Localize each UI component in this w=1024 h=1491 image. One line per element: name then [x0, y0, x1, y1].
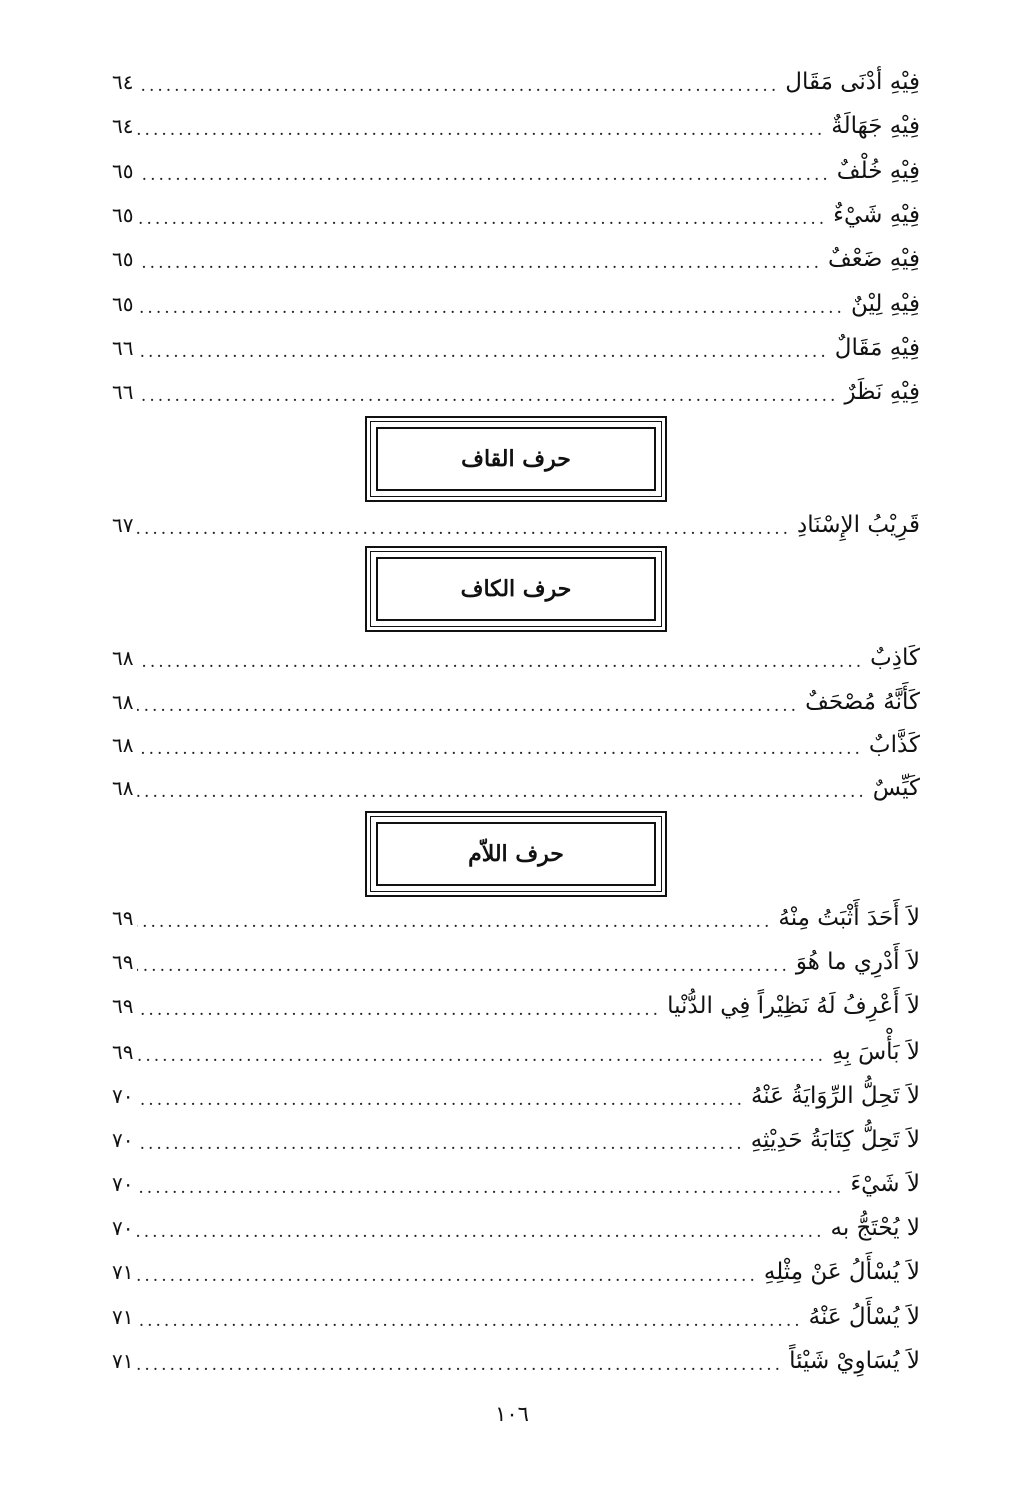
- section-heading-box-qaf: [365, 416, 667, 502]
- index-entry: [112, 682, 920, 722]
- index-entry: [112, 151, 920, 191]
- entry-page-number: ٦٩: [112, 1040, 134, 1064]
- leader-dots: [137, 1224, 824, 1241]
- entry-page-number: ٧١: [112, 1305, 134, 1329]
- entry-term: لا يُحْتَجُّ به: [830, 1215, 920, 1241]
- entry-term: قَرِيْبُ الإِسْنَادِ: [797, 512, 920, 538]
- entry-term: فِيْهِ أدْنَى مَقَال: [785, 69, 920, 95]
- section-heading-box-kaf: [365, 546, 667, 632]
- index-entry: [112, 942, 920, 982]
- index-entry: [112, 725, 920, 765]
- entry-term: فِيْهِ جَهَالَةٌ: [831, 113, 920, 139]
- entry-term: لاَ شَيْءَ: [850, 1171, 920, 1197]
- entry-page-number: ٦٨: [112, 776, 134, 800]
- index-entry: [112, 62, 920, 102]
- index-entry: [112, 986, 920, 1026]
- leader-dots: [137, 1092, 744, 1109]
- entry-page-number: ٦٥: [112, 292, 134, 316]
- leader-dots: [137, 1268, 757, 1285]
- entry-page-number: ٦٤: [112, 70, 134, 94]
- leader-dots: [137, 1136, 744, 1153]
- leader-dots: [137, 654, 864, 671]
- entry-page-number: ٦٦: [112, 336, 134, 360]
- index-entry: [112, 1120, 920, 1160]
- index-entry: [112, 372, 920, 412]
- index-entry: [112, 328, 920, 368]
- entry-term: فِيْهِ خُلْفٌ: [836, 158, 920, 184]
- leader-dots: [137, 914, 772, 931]
- entry-page-number: ٦٦: [112, 380, 134, 404]
- index-entry: [112, 195, 920, 235]
- index-entry: [112, 106, 920, 146]
- index-entry: [112, 1164, 920, 1204]
- entry-page-number: ٦٥: [112, 203, 134, 227]
- entry-term: كَذَّابٌ: [868, 732, 920, 758]
- entry-page-number: ٦٩: [112, 906, 134, 930]
- leader-dots: [137, 344, 828, 361]
- entry-page-number: ٧٠: [112, 1172, 134, 1196]
- entry-page-number: ٦٨: [112, 646, 134, 670]
- index-entry: [112, 1341, 920, 1381]
- leader-dots: [137, 300, 844, 317]
- entry-term: فِيْهِ مَقَالٌ: [834, 335, 920, 361]
- entry-term: لاَ يُسْأَلُ عَنْهُ: [808, 1304, 920, 1330]
- section-heading-kaf: حرف الكاف: [460, 576, 572, 602]
- entry-page-number: ٦٧: [112, 513, 134, 537]
- section-heading-lam: حرف اللاّم: [468, 841, 564, 867]
- index-entry: [112, 768, 920, 808]
- leader-dots: [137, 521, 791, 538]
- entry-term: فِيْهِ لِيْنٌ: [850, 291, 920, 317]
- heading-inner-frame: [376, 822, 656, 886]
- leader-dots: [137, 1048, 826, 1065]
- entry-page-number: ٦٩: [112, 994, 134, 1018]
- leader-dots: [137, 698, 799, 715]
- leader-dots: [137, 1180, 844, 1197]
- leader-dots: [137, 78, 779, 95]
- entry-term: لاَ يُسَاوِيْ شَيْئاً: [789, 1348, 920, 1374]
- leader-dots: [137, 1002, 661, 1019]
- entry-term: لاَ أَعْرِفُ لَهُ نَظِيْراً فِي الدُّنْيا: [667, 993, 920, 1019]
- entry-term: لاَ أَحَدَ أَثْبَتُ مِنْهُ: [778, 905, 920, 931]
- index-entry: [112, 284, 920, 324]
- index-entry: [112, 1076, 920, 1116]
- entry-page-number: ٦٥: [112, 247, 134, 271]
- heading-inner-frame: [376, 557, 656, 621]
- index-entry: [112, 239, 920, 279]
- entry-term: لاَ أَدْرِي ما هُوَ: [795, 949, 920, 975]
- entry-page-number: ٧٠: [112, 1128, 134, 1152]
- entry-term: كَأَنَّهُ مُصْحَفٌ: [805, 689, 920, 715]
- index-entry: [112, 898, 920, 938]
- entry-page-number: ٧١: [112, 1260, 134, 1284]
- entry-page-number: ٦٨: [112, 733, 134, 757]
- entry-term: لاَ يُسْأَلُ عَنْ مِثْلِهِ: [763, 1259, 920, 1285]
- leader-dots: [137, 122, 825, 139]
- entry-term: فِيْهِ نَظَرٌ: [844, 379, 920, 405]
- index-entry: [112, 1297, 920, 1337]
- index-entry: [112, 1208, 920, 1248]
- heading-inner-frame: [376, 427, 656, 491]
- entry-page-number: ٦٥: [112, 159, 134, 183]
- entry-term: كَيِّسٌ: [872, 775, 920, 801]
- entry-page-number: ٧٠: [112, 1216, 134, 1240]
- entry-page-number: ٧٠: [112, 1084, 134, 1108]
- leader-dots: [137, 741, 862, 758]
- entry-term: لاَ تَحِلُّ الرِّوَايَةُ عَنْهُ: [750, 1083, 920, 1109]
- leader-dots: [137, 958, 789, 975]
- leader-dots: [137, 167, 830, 184]
- leader-dots: [137, 1313, 802, 1330]
- index-entry: [112, 1252, 920, 1292]
- entry-term: لاَ تَحِلُّ كِتَابَةُ حَدِيْثِهِ: [750, 1127, 920, 1153]
- entry-term: فِيْهِ ضَعْفٌ: [827, 246, 920, 272]
- leader-dots: [137, 211, 827, 228]
- leader-dots: [137, 1357, 783, 1374]
- entry-page-number: ٦٤: [112, 114, 134, 138]
- entry-page-number: ٧١: [112, 1349, 134, 1373]
- index-entry: [112, 1032, 920, 1072]
- index-entry: [112, 638, 920, 678]
- index-entry: [112, 505, 920, 545]
- leader-dots: [137, 388, 838, 405]
- section-heading-box-lam: [365, 811, 667, 897]
- section-heading-qaf: حرف القاف: [461, 446, 571, 472]
- entry-page-number: ٦٨: [112, 690, 134, 714]
- page-number: ١٠٦: [495, 1402, 529, 1426]
- entry-term: فِيْهِ شَيْءٌ: [833, 202, 920, 228]
- entry-term: كَاذِبٌ: [870, 645, 920, 671]
- entry-page-number: ٦٩: [112, 950, 134, 974]
- entry-term: لاَ بَأْسَ بِهِ: [832, 1039, 920, 1065]
- leader-dots: [137, 784, 866, 801]
- leader-dots: [137, 255, 822, 272]
